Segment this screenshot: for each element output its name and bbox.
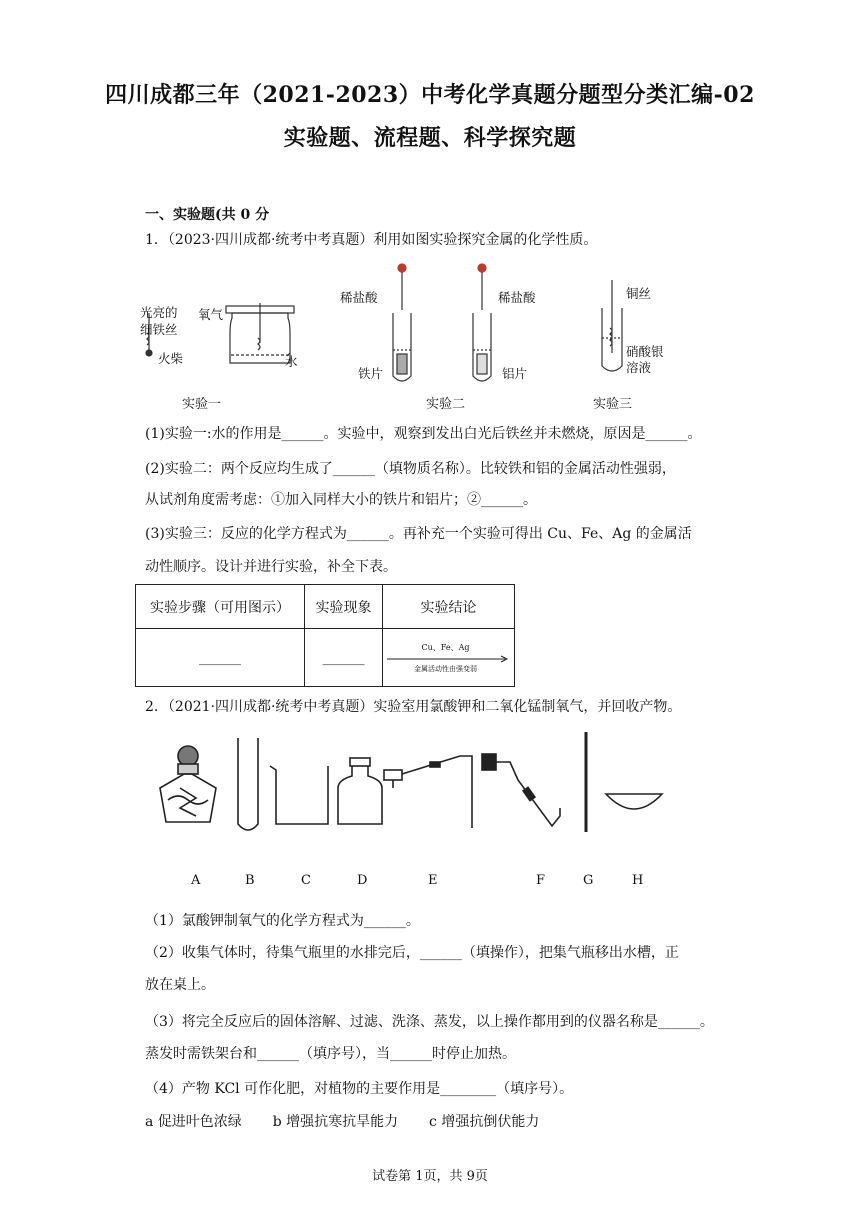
q1-part3b: 动性顺序。设计并进行实验，补全下表。 [145,559,397,575]
q2-apparatus-figure [140,728,700,893]
apparatus-label-e: E [428,873,438,888]
q1-part3a: (3)实验三：反应的化学方程式为______。再补充一个实验可得出 Cu、Fe、Ag 的金属活 [145,526,692,542]
table-cell-step-blank: ______ [136,629,305,687]
label-iron-wire: 细铁丝 [140,322,178,337]
apparatus-label-d: D [357,873,368,888]
q1-result-table [135,584,515,687]
table-header-step: 实验步骤（可用图示） [136,585,305,629]
experiment2-apparatus [393,264,491,381]
arrow-activity-label: 金属活动性由强变弱 [414,664,477,673]
table-header-conclusion: 实验结论 [383,585,515,629]
q2-part2b: 放在桌上。 [145,977,215,993]
option-b: b 增强抗寒抗旱能力 [272,1114,399,1130]
label-aluminum-plate: 铝片 [502,366,528,381]
q2-options [145,1112,539,1132]
caption-exp3: 实验三 [593,397,633,412]
q1-figure-drawing [140,258,700,408]
q1-part1: (1)实验一:水的作用是______。实验中，观察到发出白光后铁丝并未燃烧，原因是______。 [145,426,702,442]
option-a: a 促进叶色浓绿 [145,1114,242,1130]
apparatus-a-alcohol-lamp [160,746,216,822]
document-title-line2: 实验题、流程题、科学探究题 [283,125,577,151]
label-solution: 溶液 [626,360,652,375]
document-title-line1: 四川成都三年（2021-2023）中考化学真题分题型分类汇编-02 [105,82,755,108]
apparatus-label-b: B [245,873,255,888]
q2-part4: （4）产物 KCl 可作化肥，对植物的主要作用是________（填序号）。 [145,1081,574,1097]
label-iron-plate: 铁片 [358,366,384,381]
experiment3-apparatus [602,280,622,371]
label-water: 水 [285,354,298,369]
q2-part1: （1）氯酸钾制氧气的化学方程式为______。 [145,913,420,929]
label-match: 火柴 [158,351,184,366]
apparatus-label-h: H [632,873,644,888]
q2-part3b: 蒸发时需铁架台和______（填序号），当______时停止加热。 [145,1046,516,1062]
label-copper-wire: 铜丝 [626,286,652,301]
apparatus-d-gas-bottle [338,758,382,824]
q2-part3a: （3）将完全反应后的固体溶解、过滤、洗涤、蒸发，以上操作都用到的仪器名称是______。 [145,1014,714,1030]
q2-stem: 2．（2021·四川成都·统考中考真题）实验室用氯酸钾和二氧化锰制氧气，并回收产物。 [145,699,682,715]
apparatus-label-f: F [536,873,546,888]
right-arrow-icon [387,655,511,663]
q1-figure [140,258,700,412]
caption-exp1: 实验一 [182,397,222,412]
apparatus-c-beaker [270,766,328,824]
option-c: c 增强抗倒伏能力 [429,1114,540,1130]
q2-part2a: （2）收集气体时，待集气瓶里的水排完后，______（填操作），把集气瓶移出水槽，正 [145,945,679,961]
q2-apparatus-drawing [140,728,700,838]
apparatus-label-g: G [583,873,594,888]
q1-stem: 1．（2023·四川成都·统考中考真题）利用如图实验探究金属的化学性质。 [145,232,598,248]
label-oxygen: 氧气 [198,307,224,322]
table-header-phenomenon: 实验现象 [305,585,383,629]
apparatus-f-bent-tube [482,754,560,826]
label-dilute-hcl-2: 稀盐酸 [498,290,536,305]
label-dilute-hcl-1: 稀盐酸 [340,290,378,305]
table-cell-conclusion [383,629,515,687]
q1-part2b: 从试剂角度需考虑：①加入同样大小的铁片和铝片；②______。 [145,492,537,508]
page-footer: 试卷第 1页，共 9页 [372,1169,488,1184]
label-silver-nitrate: 硝酸银 [626,344,664,359]
caption-exp2: 实验二 [426,397,466,412]
apparatus-h-evaporating-dish [606,794,662,809]
label-bright: 光亮的 [140,305,178,320]
arrow-metals-label: Cu、Fe、Ag [421,642,470,652]
apparatus-e-delivery-tube [384,756,472,828]
q1-part2a: (2)实验二：两个反应均生成了______（填物质名称）。比较铁和铝的金属活动性强弱， [145,461,676,477]
apparatus-b-test-tube [238,738,258,830]
section-heading: 一、实验题(共 0 分 [145,207,270,223]
apparatus-label-c: C [301,873,311,888]
apparatus-label-a: A [191,873,201,888]
table-cell-phenomenon-blank: ______ [305,629,383,687]
